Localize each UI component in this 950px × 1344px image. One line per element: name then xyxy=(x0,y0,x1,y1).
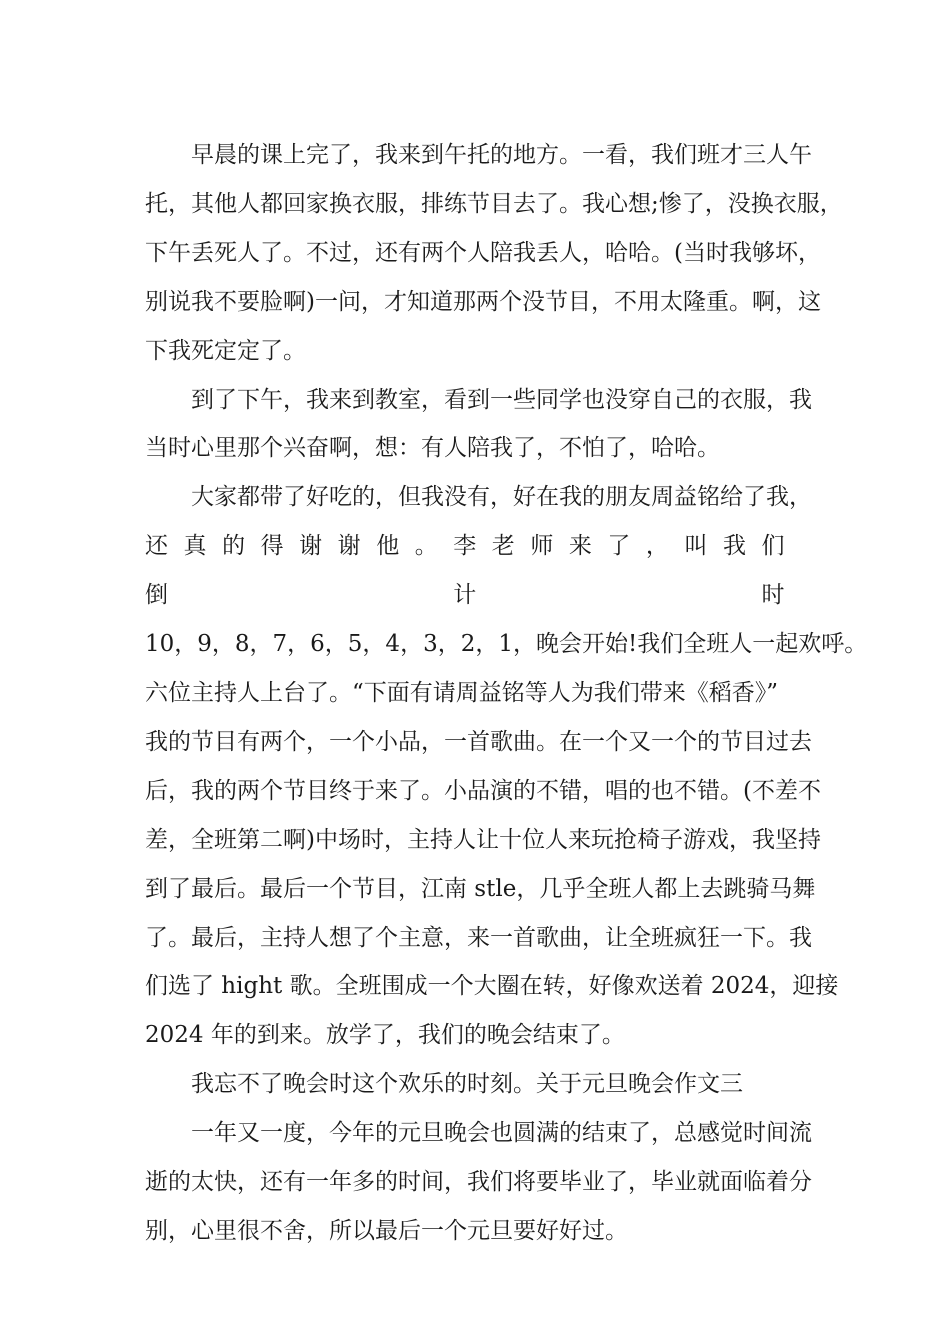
text-line: 我的节目有两个，一个小品，一首歌曲。在一个又一个的节目过去 xyxy=(145,728,812,755)
text-line: 10，9，8，7，6，5，4，3，2，1，晚会开始!我们全班人一起欢呼。 xyxy=(145,631,868,658)
text-line: 逝的太快，还有一年多的时间，我们将要毕业了，毕业就面临着分 xyxy=(145,1169,812,1196)
paragraph-3 xyxy=(145,473,868,1060)
document-body xyxy=(145,131,868,1256)
text-line: 后，我的两个节目终于来了。小品演的不错，唱的也不错。(不差不 xyxy=(145,777,821,804)
text-line: 到了下午，我来到教室，看到一些同学也没穿自己的衣服，我 xyxy=(191,386,812,413)
text-line: 早晨的课上完了，我来到午托的地方。一看，我们班才三人午 xyxy=(191,142,812,168)
paragraph-5 xyxy=(145,1109,810,1256)
text-line: 差，全班第二啊)中场时，主持人让十位人来玩抢椅子游戏，我坚持 xyxy=(145,826,821,853)
text-line: 下我死定定了。 xyxy=(145,337,306,364)
text-line: 当时心里那个兴奋啊，想：有人陪我了，不怕了，哈哈。 xyxy=(145,435,720,462)
text-line: 们选了 hight 歌。全班围成一个大圈在转，好像欢送着 2024，迎接 xyxy=(145,973,839,1000)
spaced-text: 还真的得谢谢他。李老师来了，叫我们倒计时 xyxy=(145,533,800,609)
text-line: 托，其他人都回家换衣服，排练节目去了。我心想;惨了，没换衣服， xyxy=(145,190,843,217)
paragraph-4 xyxy=(145,1060,810,1109)
text-line: 一年又一度，今年的元旦晚会也圆满的结束了，总感觉时间流 xyxy=(191,1120,812,1147)
text-line: 了。最后，主持人想了个主意，来一首歌曲，让全班疯狂一下。我 xyxy=(145,924,812,951)
text-line: 六位主持人上台了。“下面有请周益铭等人为我们带来《稻香》” xyxy=(145,679,779,706)
text-line: 2024 年的到来。放学了，我们的晚会结束了。 xyxy=(145,1022,625,1049)
paragraph-2 xyxy=(145,376,810,474)
text-line: 大家都带了好吃的，但我没有，好在我的朋友周益铭给了我， xyxy=(191,484,812,511)
text-line: 别说我不要脸啊)一问，才知道那两个没节目，不用太隆重。啊，这 xyxy=(145,288,821,315)
text-line: 别，心里很不舍，所以最后一个元旦要好好过。 xyxy=(145,1217,628,1244)
text-line: 下午丢死人了。不过，还有两个人陪我丢人，哈哈。(当时我够坏， xyxy=(145,239,821,266)
text-line-spaced xyxy=(145,522,800,620)
text-line: 我忘不了晚会时这个欢乐的时刻。关于元旦晚会作文三 xyxy=(191,1071,743,1098)
text-line: 到了最后。最后一个节目，江南 stle，几乎全班人都上去跳骑马舞 xyxy=(145,875,816,902)
paragraph-1 xyxy=(145,131,843,376)
